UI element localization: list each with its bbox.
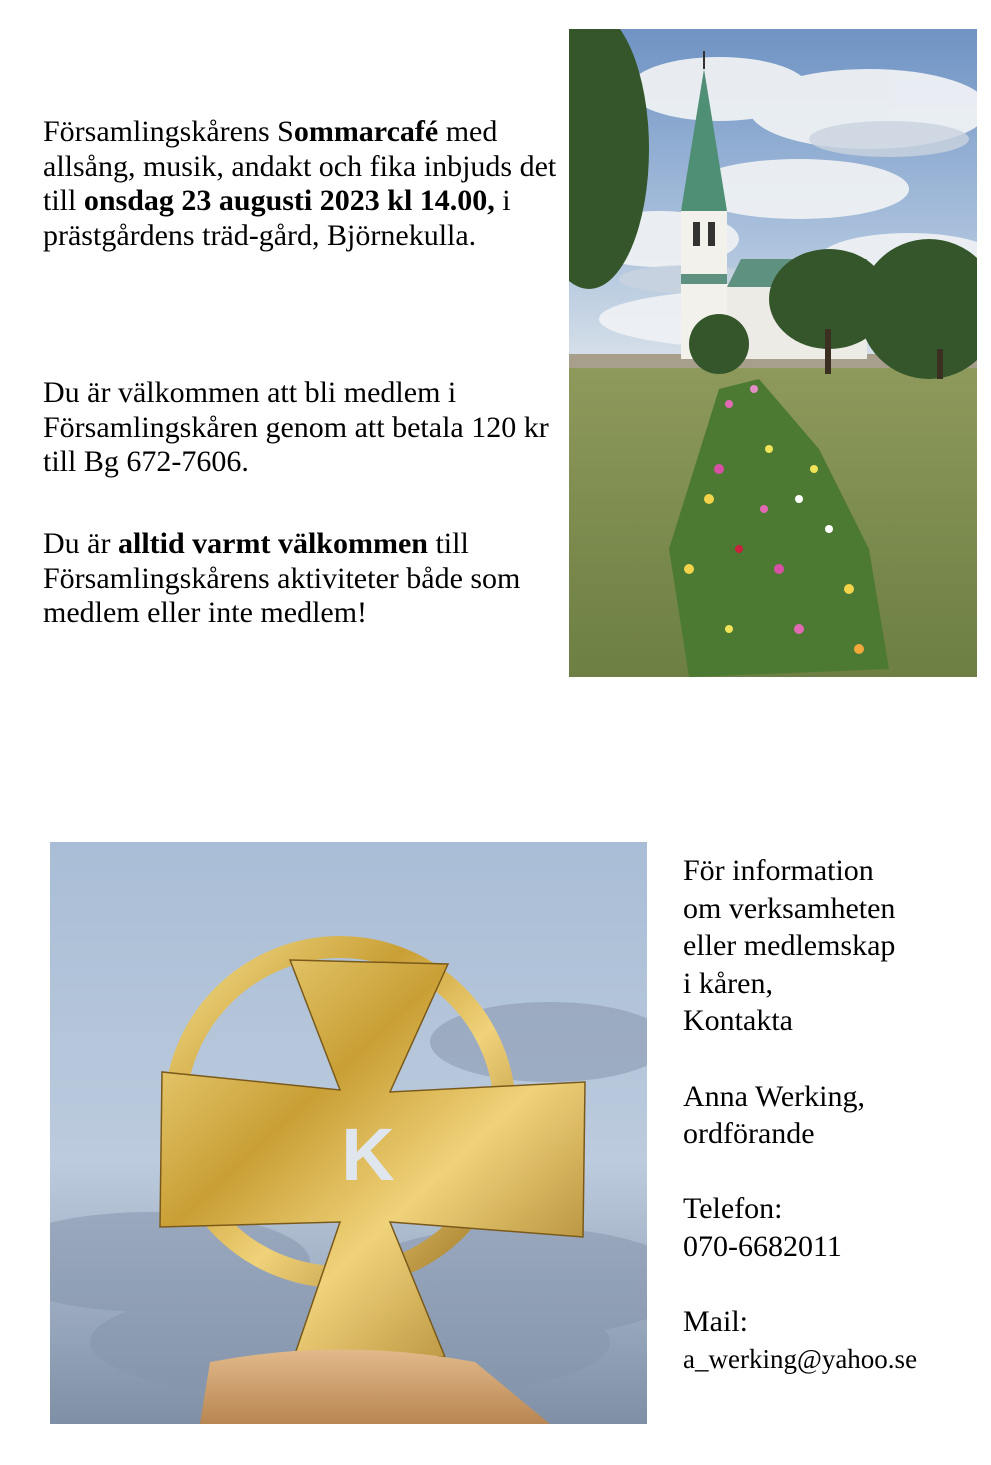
intro-bold: ommarcafé [293, 115, 439, 148]
contact-name: Anna Werking, [683, 1079, 865, 1113]
contact-block [683, 852, 917, 1378]
intro-text: med allsång, musik, andakt och fika inbjuds det till [43, 115, 557, 217]
contact-role: ordförande [683, 1117, 815, 1151]
phone-label: Telefon: [683, 1192, 783, 1226]
info-line: om verksamheten [683, 891, 896, 925]
mail-address[interactable]: a_werking@yahoo.se [683, 1343, 918, 1374]
phone-number: 070-6682011 [683, 1229, 842, 1263]
info-line: För information [683, 854, 874, 887]
welcome-text: Du är [43, 527, 118, 560]
welcome-text: till Församlingskårens aktiviteter både som medlem eller inte medlem! [43, 527, 521, 629]
event-date: onsdag 23 augusti 2023 kl 14.00, [83, 184, 495, 217]
welcome-bold: alltid varmt välkommen [117, 527, 428, 560]
info-line: Kontakta [683, 1004, 793, 1038]
welcome-paragraph [43, 527, 563, 631]
church-photo [569, 29, 977, 677]
emblem-letter: K [341, 1113, 395, 1196]
intro-paragraph-1 [43, 115, 563, 253]
mail-label: Mail: [683, 1305, 748, 1339]
cross-emblem-photo [50, 842, 647, 1424]
info-line: i kåren, [683, 966, 773, 1000]
membership-text: Du är välkommen att bli medlem i Församlingskåren genom att betala 120 kr till Bg 672-7606. [43, 376, 549, 478]
membership-paragraph [43, 376, 563, 480]
info-line: eller medlemskap [683, 929, 896, 963]
intro-text: i prästgårdens träd-gård, Björnekulla. [43, 184, 511, 252]
intro-text: Församlingskårens S [43, 115, 294, 148]
